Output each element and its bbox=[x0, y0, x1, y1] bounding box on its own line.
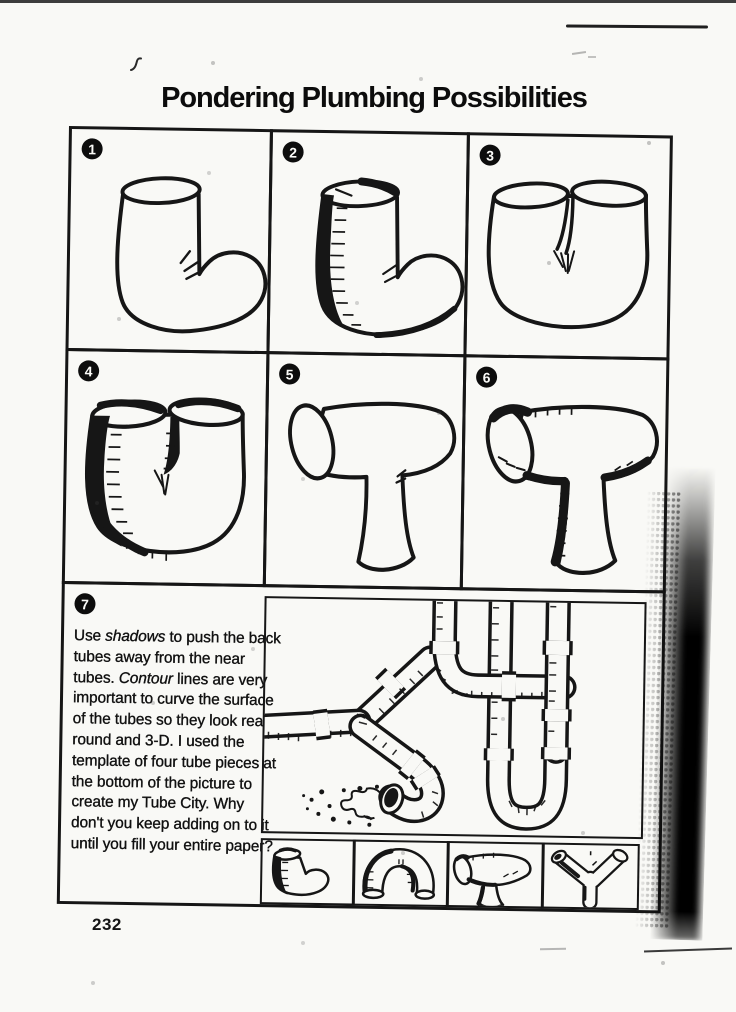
panel-1 bbox=[65, 126, 273, 354]
template-elbow-tube bbox=[260, 838, 356, 905]
page-title: Pondering Plumbing Possibilities bbox=[161, 82, 587, 114]
step-6-badge: 6 bbox=[476, 366, 497, 387]
template-t-tube bbox=[446, 841, 545, 909]
t-tube-outline-drawing bbox=[266, 354, 464, 587]
scan-artifact-line-bottom bbox=[644, 947, 732, 952]
scan-smudge bbox=[540, 948, 566, 950]
panel-7 bbox=[57, 581, 666, 913]
u-tube-mini-drawing bbox=[354, 842, 448, 905]
scan-artifact-line bbox=[566, 25, 708, 29]
step-1-badge: 1 bbox=[81, 138, 102, 159]
u-tube-outline-drawing bbox=[466, 135, 669, 357]
template-y-tube bbox=[541, 843, 640, 911]
template-u-tube bbox=[352, 840, 450, 908]
scan-smudge bbox=[588, 56, 596, 58]
scan-smudge bbox=[572, 51, 586, 55]
note-text: lines are very important to curve the surface of the tubes so they look really round and 3-D. I used the template of four tube pieces at the bottom of the picture to create my Tube City. Why don't you keep adding on to it until you fill your entire paper? bbox=[70, 670, 278, 856]
u-tube-shaded-drawing bbox=[65, 351, 267, 584]
tube-city-drawing bbox=[263, 598, 645, 837]
elbow-tube-shaded-drawing bbox=[269, 132, 466, 354]
panel-2 bbox=[266, 129, 470, 357]
step-7-badge: 7 bbox=[74, 593, 95, 614]
tube-city-picture bbox=[261, 596, 647, 839]
instruction-text bbox=[71, 626, 283, 858]
scan-edge-line-top bbox=[0, 0, 736, 3]
step-3-badge: 3 bbox=[479, 144, 500, 165]
note-text: to push the back tubes away from the near tubes. bbox=[73, 628, 281, 687]
page-number: 232 bbox=[92, 915, 122, 934]
note-italic-contour: Contour bbox=[118, 669, 174, 688]
elbow-tube-mini-drawing bbox=[262, 840, 354, 903]
panel-4 bbox=[62, 348, 270, 587]
elbow-tube-outline-drawing bbox=[69, 129, 270, 351]
scan-speckles bbox=[0, 0, 2, 2]
t-tube-mini-drawing bbox=[448, 843, 543, 906]
panel-3 bbox=[463, 132, 673, 360]
panel-5 bbox=[263, 351, 467, 590]
step-2-badge: 2 bbox=[282, 141, 303, 162]
note-italic-shadows: shadows bbox=[105, 627, 166, 646]
step-4-badge: 4 bbox=[78, 360, 99, 381]
panel-6 bbox=[460, 354, 670, 593]
t-tube-shaded-drawing bbox=[463, 357, 667, 590]
note-text: Use bbox=[73, 627, 106, 645]
scan-ink-mark bbox=[129, 56, 143, 72]
y-tube-mini-drawing bbox=[543, 845, 638, 908]
worksheet-grid bbox=[57, 126, 673, 913]
step-5-badge: 5 bbox=[279, 363, 300, 384]
